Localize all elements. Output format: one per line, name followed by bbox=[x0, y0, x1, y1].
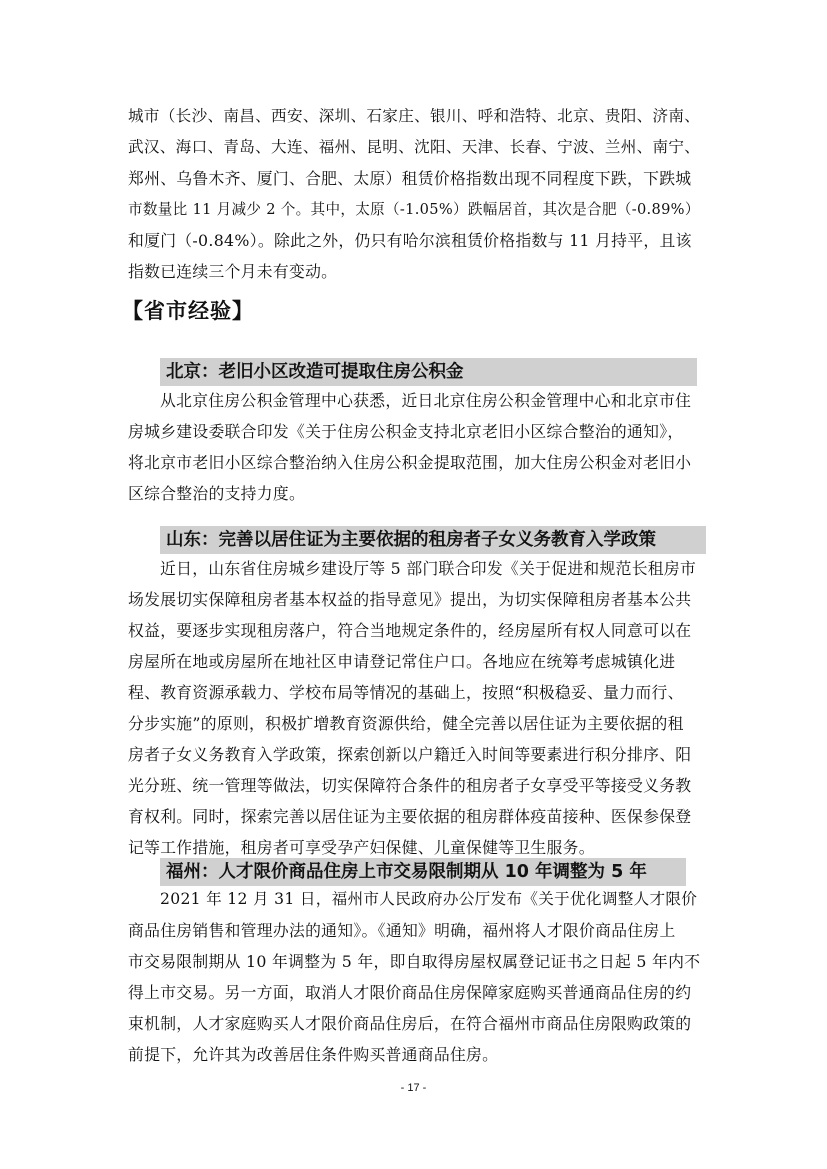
beijing-line: 区综合整治的支持力度。 bbox=[128, 484, 306, 503]
fuzhou-line: 束机制，人才家庭购买人才限价商品住房后，在符合福州市商品住房限购政策的 bbox=[128, 1014, 692, 1033]
shandong-line: 分步实施”的原则，积极扩增教育资源供给，健全完善以居住证为主要依据的租 bbox=[128, 714, 684, 733]
shandong-line: 程、教育资源承载力、学校布局等情况的基础上，按照“积极稳妥、量力而行、 bbox=[128, 683, 684, 702]
section-heading: 【省市经验】 bbox=[122, 299, 254, 323]
intro-line: 和厦门（-0.84%）。除此之外，仍只有哈尔滨租赁价格指数与 11 月持平，且该 bbox=[128, 231, 692, 250]
shandong-line: 场发展切实保障租房者基本权益的指导意见》提出，为切实保障租房者基本公共 bbox=[128, 590, 692, 609]
shandong-line: 光分班、统一管理等做法，切实保障符合条件的租房者子女享受平等接受义务教 bbox=[128, 776, 692, 795]
intro-line: 郑州、乌鲁木齐、厦门、合肥、太原）租赁价格指数出现不同程度下跌，下跌城 bbox=[128, 169, 692, 188]
fuzhou-heading: 福州：人才限价商品住房上市交易限制期从 10 年调整为 5 年 bbox=[160, 858, 686, 886]
intro-line: 指数已连续三个月未有变动。 bbox=[128, 262, 338, 281]
fuzhou-line: 得上市交易。另一方面，取消人才限价商品住房保障家庭购买普通商品住房的约 bbox=[128, 983, 692, 1002]
intro-line: 武汉、海口、青岛、大连、福州、昆明、沈阳、天津、长春、宁波、兰州、南宁、 bbox=[128, 138, 701, 156]
intro-paragraph bbox=[128, 101, 700, 287]
shandong-line: 权益，要逐步实现租房落户，符合当地规定条件的，经房屋所有权人同意可以在 bbox=[128, 621, 692, 640]
beijing-line: 房城乡建设委联合印发《关于住房公积金支持北京老旧小区综合整治的通知》， bbox=[128, 422, 684, 441]
shandong-line: 近日，山东省住房城乡建设厅等 5 部门联合印发《关于促进和规范长租房市 bbox=[160, 559, 697, 578]
beijing-heading: 北京：老旧小区改造可提取住房公积金 bbox=[160, 358, 697, 386]
fuzhou-line: 2021 年 12 月 31 日，福州市人民政府办公厅发布《关于优化调整人才限价 bbox=[160, 890, 698, 908]
shandong-line: 记等工作措施，租房者可享受孕产妇保健、儿童保健等卫生服务。 bbox=[128, 838, 595, 857]
intro-line: 城市（长沙、南昌、西安、深圳、石家庄、银川、呼和浩特、北京、贵阳、济南、 bbox=[128, 107, 701, 125]
shandong-line: 房者子女义务教育入学政策，探索创新以户籍迁入时间等要素进行积分排序、阳 bbox=[128, 745, 692, 764]
shandong-line: 育权利。同时，探索完善以居住证为主要依据的租房群体疫苗接种、医保参保登 bbox=[128, 807, 692, 826]
page-number: - 17 - bbox=[400, 1082, 427, 1094]
beijing-line: 将北京市老旧小区综合整治纳入住房公积金提取范围，加大住房公积金对老旧小 bbox=[128, 453, 692, 472]
fuzhou-line: 商品住房销售和管理办法的通知》。《通知》明确，福州将人才限价商品住房上 bbox=[128, 921, 676, 940]
beijing-line: 从北京住房公积金管理中心获悉，近日北京住房公积金管理中心和北京市住 bbox=[160, 391, 692, 410]
shandong-line: 房屋所在地或房屋所在地社区申请登记常住户口。各地应在统筹考虑城镇化进 bbox=[128, 652, 676, 671]
intro-line: 市数量比 11 月减少 2 个。其中，太原（-1.05%）跌幅居首，其次是合肥（-0.89%） bbox=[128, 201, 700, 218]
fuzhou-paragraph bbox=[128, 884, 700, 1070]
fuzhou-line: 市交易限制期从 10 年调整为 5 年，即自取得房屋权属登记证书之日起 5 年内不 bbox=[128, 952, 701, 971]
beijing-paragraph bbox=[128, 385, 700, 509]
shandong-heading: 山东：完善以居住证为主要依据的租房者子女义务教育入学政策 bbox=[160, 526, 706, 554]
shandong-paragraph bbox=[128, 553, 700, 863]
fuzhou-line: 前提下，允许其为改善居住条件购买普通商品住房。 bbox=[128, 1045, 499, 1064]
